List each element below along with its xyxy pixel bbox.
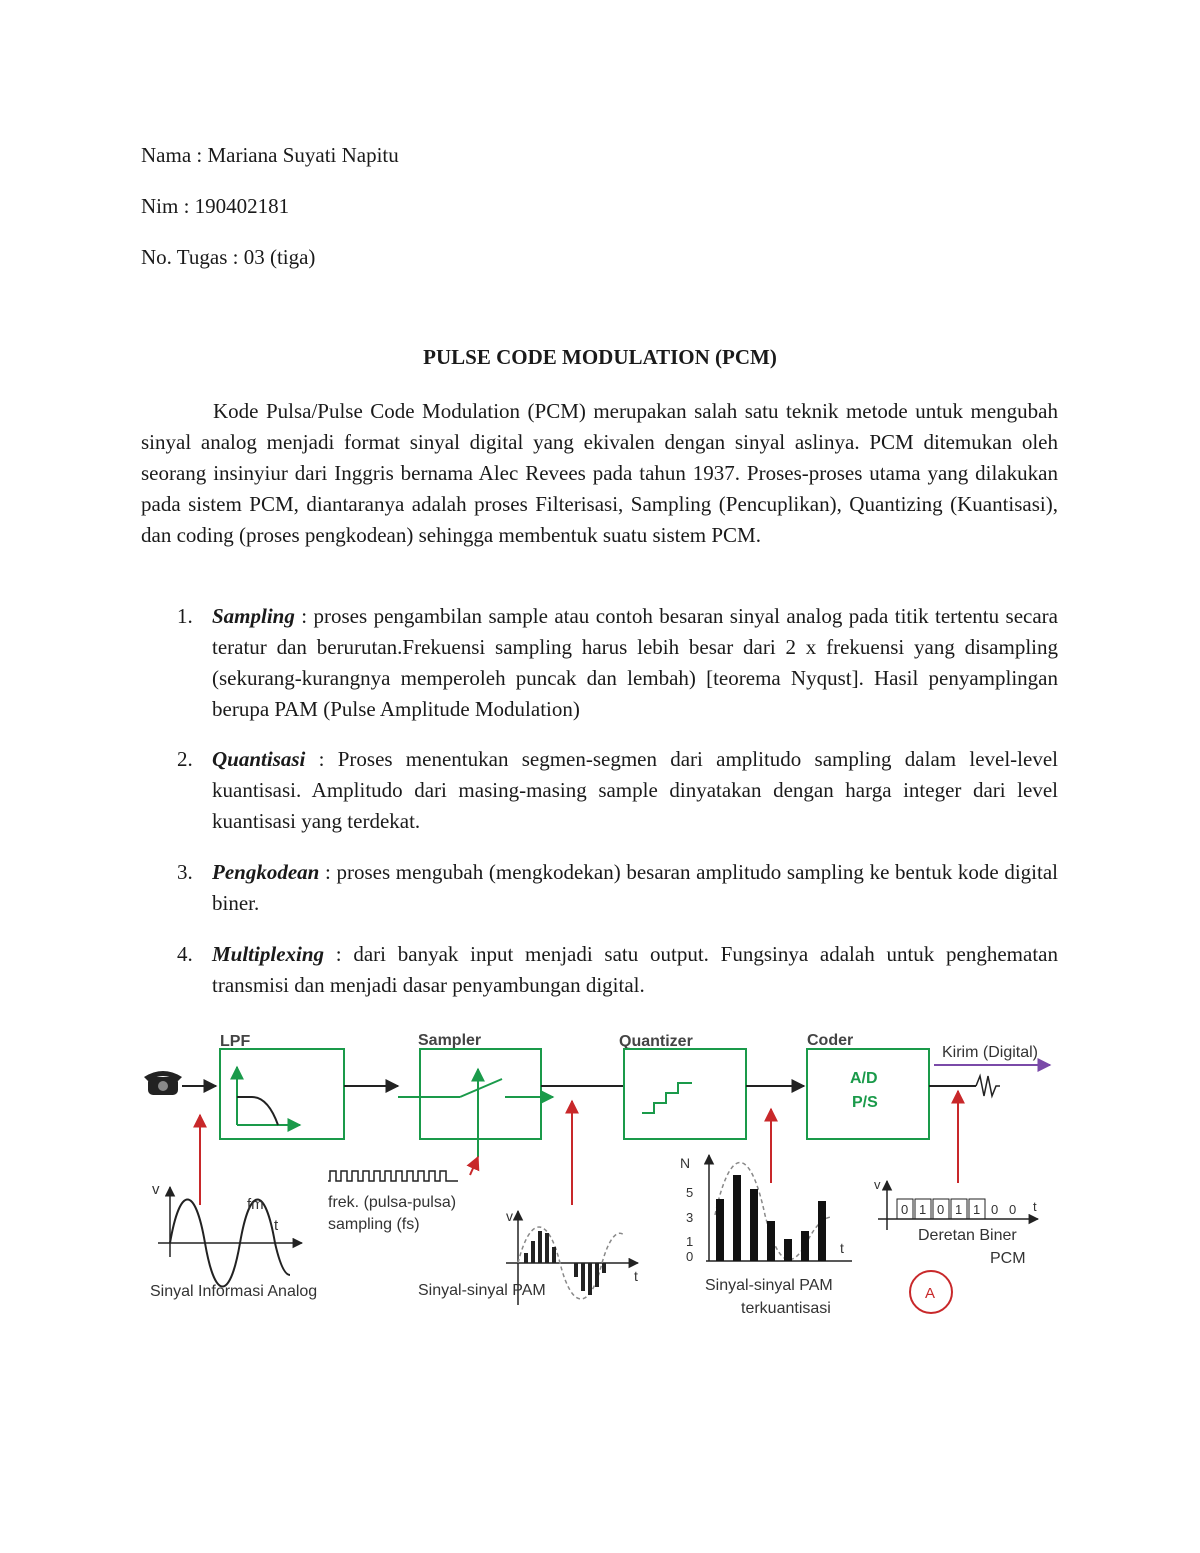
pcm-block-diagram <box>140 1025 1060 1325</box>
coder-ad: A/D <box>850 1070 878 1087</box>
telephone-icon <box>144 1071 182 1095</box>
quantized-label-2: terkuantisasi <box>741 1300 831 1317</box>
sampler-label: Sampler <box>418 1032 482 1049</box>
pam-sample-bar <box>524 1253 528 1263</box>
pam-sample-bar <box>545 1233 549 1263</box>
filter-curve <box>237 1097 278 1125</box>
pam-label: Sinyal-sinyal PAM <box>418 1282 546 1299</box>
list-separator: : <box>319 860 337 884</box>
list-number: 3. <box>177 860 193 884</box>
bit-value: 0 <box>937 1202 945 1217</box>
pam-sample-bar <box>581 1263 585 1291</box>
svg-text:1: 1 <box>686 1234 694 1249</box>
list-separator: : <box>305 747 338 771</box>
svg-text:v: v <box>152 1181 160 1198</box>
document-title: PULSE CODE MODULATION (PCM) <box>423 345 777 369</box>
svg-text:5: 5 <box>686 1185 694 1200</box>
bit-value: 0 <box>991 1202 999 1217</box>
list-term: Quantisasi <box>212 747 306 771</box>
list-number: 1. <box>177 604 193 628</box>
quantized-bar <box>784 1239 792 1261</box>
list-text: dari banyak input menjadi satu output. Fungsinya adalah untuk penghematan transmisi dan menjadi dasar penyambungan digital. <box>212 942 1058 997</box>
bit-value: 1 <box>919 1202 927 1217</box>
quantized-pam-plot <box>680 1155 852 1264</box>
bit-value: 0 <box>901 1202 909 1217</box>
bit-value: 1 <box>955 1202 963 1217</box>
sampling-pulse-train <box>328 1171 458 1181</box>
svg-text:3: 3 <box>686 1210 694 1225</box>
list-separator: : <box>324 942 354 966</box>
pam-sample-bar <box>602 1263 606 1273</box>
digital-pulse-icon <box>976 1076 1000 1096</box>
student-name: Nama : Mariana Suyati Napitu <box>141 143 399 167</box>
bit-value: 0 <box>1009 1202 1017 1217</box>
list-term: Multiplexing <box>212 942 325 966</box>
binary-label-2: PCM <box>990 1250 1026 1267</box>
svg-text:v: v <box>506 1208 513 1224</box>
quantized-bar <box>818 1201 826 1261</box>
staircase-icon <box>642 1083 692 1113</box>
assignment-number: No. Tugas : 03 (tiga) <box>141 245 316 269</box>
list-text: proses mengubah (mengkodekan) besaran amplitudo sampling ke bentuk kode digital biner. <box>212 860 1058 915</box>
binary-label-1: Deretan Biner <box>918 1227 1017 1244</box>
pam-sample-bar <box>588 1263 592 1295</box>
list-item-multiplexing <box>141 939 1058 1001</box>
svg-text:t: t <box>840 1240 844 1256</box>
analog-signal-label: Sinyal Informasi Analog <box>150 1283 318 1300</box>
switch <box>460 1079 502 1097</box>
list-number: 4. <box>177 942 193 966</box>
list-item-sampling <box>141 601 1058 725</box>
student-nim: Nim : 190402181 <box>141 194 290 218</box>
binary-pcm-plot <box>874 1177 1038 1230</box>
bit-value: 1 <box>973 1202 981 1217</box>
list-term: Sampling <box>212 604 295 628</box>
list-text: Proses menentukan segmen-segmen dari amplitudo sampling dalam level-level kuantisasi. Amplitudo dari masing-masing sample dinyatakan dengan harga integer dari level kuantisasi yang terdekat. <box>212 747 1058 833</box>
quantized-label-1: Sinyal-sinyal PAM <box>705 1277 833 1294</box>
coder-ps: P/S <box>852 1094 878 1111</box>
quantizer-block <box>624 1049 746 1139</box>
list-item-quantisasi <box>141 744 1058 837</box>
coder-label: Coder <box>807 1032 854 1049</box>
quantized-bar <box>716 1199 724 1261</box>
sampling-freq-label-1: frek. (pulsa-pulsa) <box>328 1194 457 1211</box>
svg-text:t: t <box>1033 1199 1037 1214</box>
svg-text:t: t <box>274 1217 279 1234</box>
svg-text:0: 0 <box>686 1249 694 1264</box>
list-item-pengkodean <box>141 857 1058 919</box>
quantized-bar <box>733 1175 741 1261</box>
quantized-bar <box>750 1189 758 1261</box>
pam-sample-bar <box>574 1263 578 1277</box>
list-text: proses pengambilan sample atau contoh besaran sinyal analog pada titik tertentu secara teratur dan berurutan.Frekuensi sampling harus lebih besar dari 2 x frekuensi yang disampling (sekurang-kurangnya memperoleh puncak dan lembah) [teorema Nyqust]. Hasil penyamplingan berupa PAM (Pulse Amplitude Modulation) <box>212 604 1058 721</box>
pam-sample-bar <box>552 1247 556 1263</box>
output-label: Kirim (Digital) <box>942 1044 1038 1061</box>
pam-sample-bar <box>595 1263 599 1287</box>
lpf-label: LPF <box>220 1033 251 1050</box>
pam-sample-bar <box>538 1231 542 1263</box>
sampler-block <box>420 1049 541 1139</box>
sampling-freq-label-2: sampling (fs) <box>328 1216 420 1233</box>
annotation-circle-label: A <box>925 1285 936 1302</box>
analog-signal-plot <box>152 1181 302 1287</box>
quantized-bar <box>801 1231 809 1261</box>
svg-text:t: t <box>634 1268 638 1284</box>
list-number: 2. <box>177 747 193 771</box>
list-separator: : <box>294 604 314 628</box>
svg-text:v: v <box>874 1177 881 1192</box>
quantized-bar <box>767 1221 775 1261</box>
quantizer-label: Quantizer <box>619 1033 693 1050</box>
svg-text:fm: fm <box>247 1196 264 1213</box>
pam-sample-bar <box>531 1241 535 1263</box>
intro-paragraph: Kode Pulsa/Pulse Code Modulation (PCM) merupakan salah satu teknik metode untuk mengubah sinyal analog menjadi format sinyal digital yang ekivalen dengan sinyal aslinya. PCM ditemukan oleh seorang insinyiur dari Inggris bernama Alec Revees pada tahun 1937. Proses-proses utama yang dilakukan pada sistem PCM, diantaranya adalah proses Filterisasi, Sampling (Pencuplikan), Quantizing (Kuantisasi), dan coding (proses pengkodean) sehingga membentuk suatu sistem PCM. <box>141 399 1058 547</box>
list-term: Pengkodean <box>212 860 320 884</box>
svg-text:N: N <box>680 1155 691 1171</box>
